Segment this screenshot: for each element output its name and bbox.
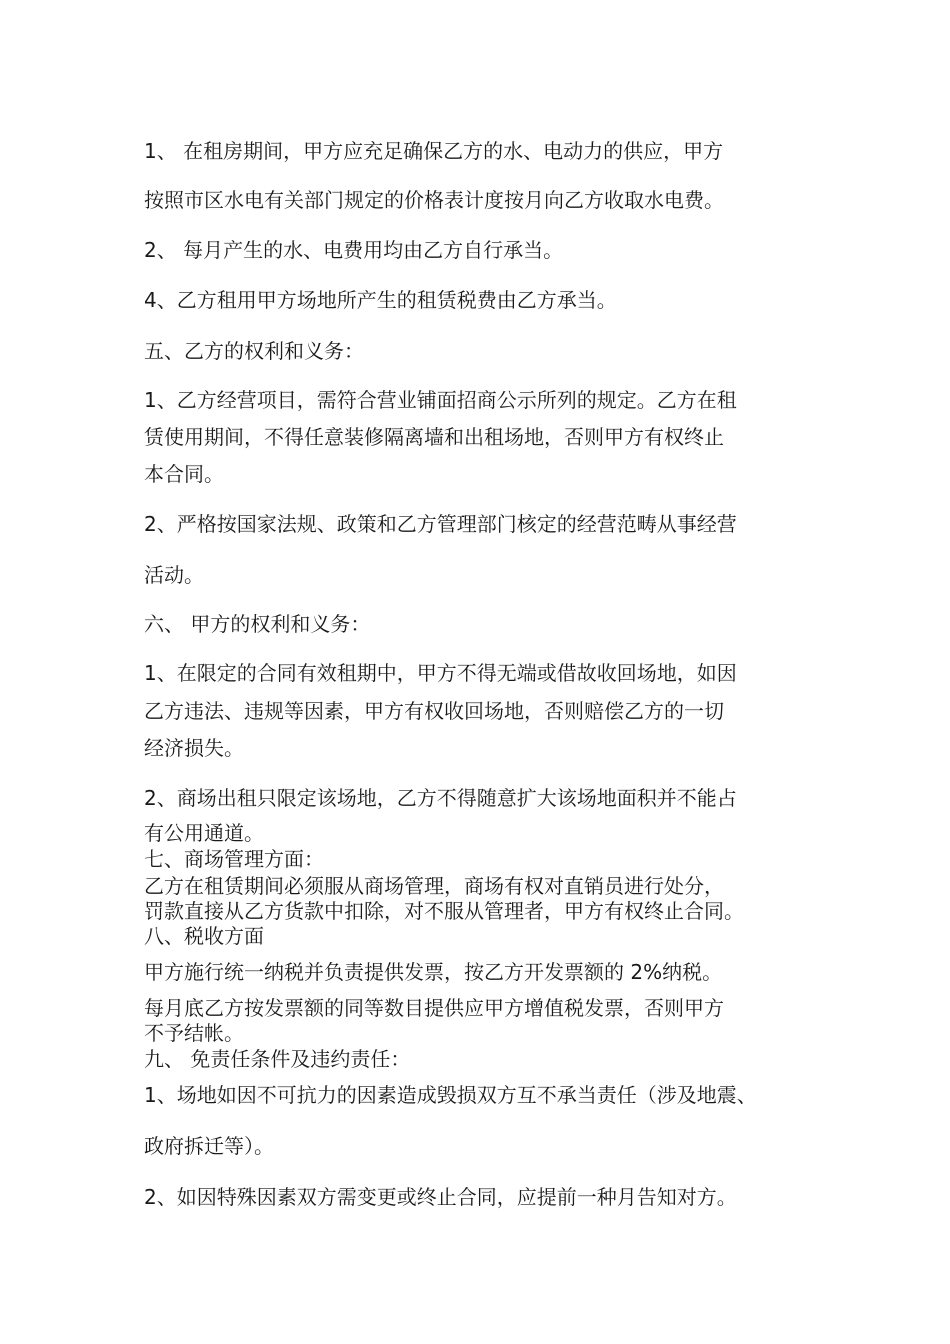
text-line: 乙方违法、违规等因素，甲方有权收回场地，否则赔偿乙方的一切 [144,699,724,723]
section-heading: 八、税收方面 [144,924,264,948]
text-line: 2、严格按国家法规、政策和乙方管理部门核定的经营范畴从事经营 [144,512,737,536]
text-line: 罚款直接从乙方货款中扣除，对不服从管理者，甲方有权终止合同。 [144,899,744,923]
text-line: 政府拆迁等）。 [144,1134,274,1158]
text-line: 2、 每月产生的水、电费用均由乙方自行承当。 [144,238,564,262]
text-line: 2、商场出租只限定该场地，乙方不得随意扩大该场地面积并不能占 [144,786,737,810]
text-line: 经济损失。 [144,736,244,760]
section-heading: 七、商场管理方面： [144,847,324,871]
text-line: 乙方在租赁期间必须服从商场管理，商场有权对直销员进行处分， [144,874,724,898]
text-line: 1、场地如因不可抗力的因素造成毁损双方互不承当责任（涉及地震、 [144,1083,757,1107]
text-line: 本合同。 [144,462,224,486]
text-line: 1、乙方经营项目，需符合营业铺面招商公示所列的规定。乙方在租 [144,388,737,412]
text-line: 1、在限定的合同有效租期中，甲方不得无端或借故收回场地，如因 [144,661,737,685]
text-line: 甲方施行统一纳税并负责提供发票，按乙方开发票额的 2%纳税。 [144,960,723,984]
text-line: 赁使用期间，不得任意装修隔离墙和出租场地，否则甲方有权终止 [144,425,724,449]
text-line: 活动。 [144,563,204,587]
text-line: 每月底乙方按发票额的同等数目提供应甲方增值税发票，否则甲方 [144,996,724,1020]
text-line: 1、 在租房期间，甲方应充足确保乙方的水、电动力的供应，甲方 [144,139,724,163]
section-heading: 九、 免责任条件及违约责任： [144,1047,411,1071]
text-line: 按照市区水电有关部门规定的价格表计度按月向乙方收取水电费。 [144,188,724,212]
section-heading: 六、 甲方的权利和义务： [144,612,371,636]
text-line: 4、乙方租用甲方场地所产生的租赁税费由乙方承当。 [144,288,617,312]
text-line: 有公用通道。 [144,821,264,845]
text-line: 不予结帐。 [144,1021,244,1045]
text-line: 2、如因特殊因素双方需变更或终止合同，应提前一种月告知对方。 [144,1185,737,1209]
section-heading: 五、乙方的权利和义务： [144,339,364,363]
